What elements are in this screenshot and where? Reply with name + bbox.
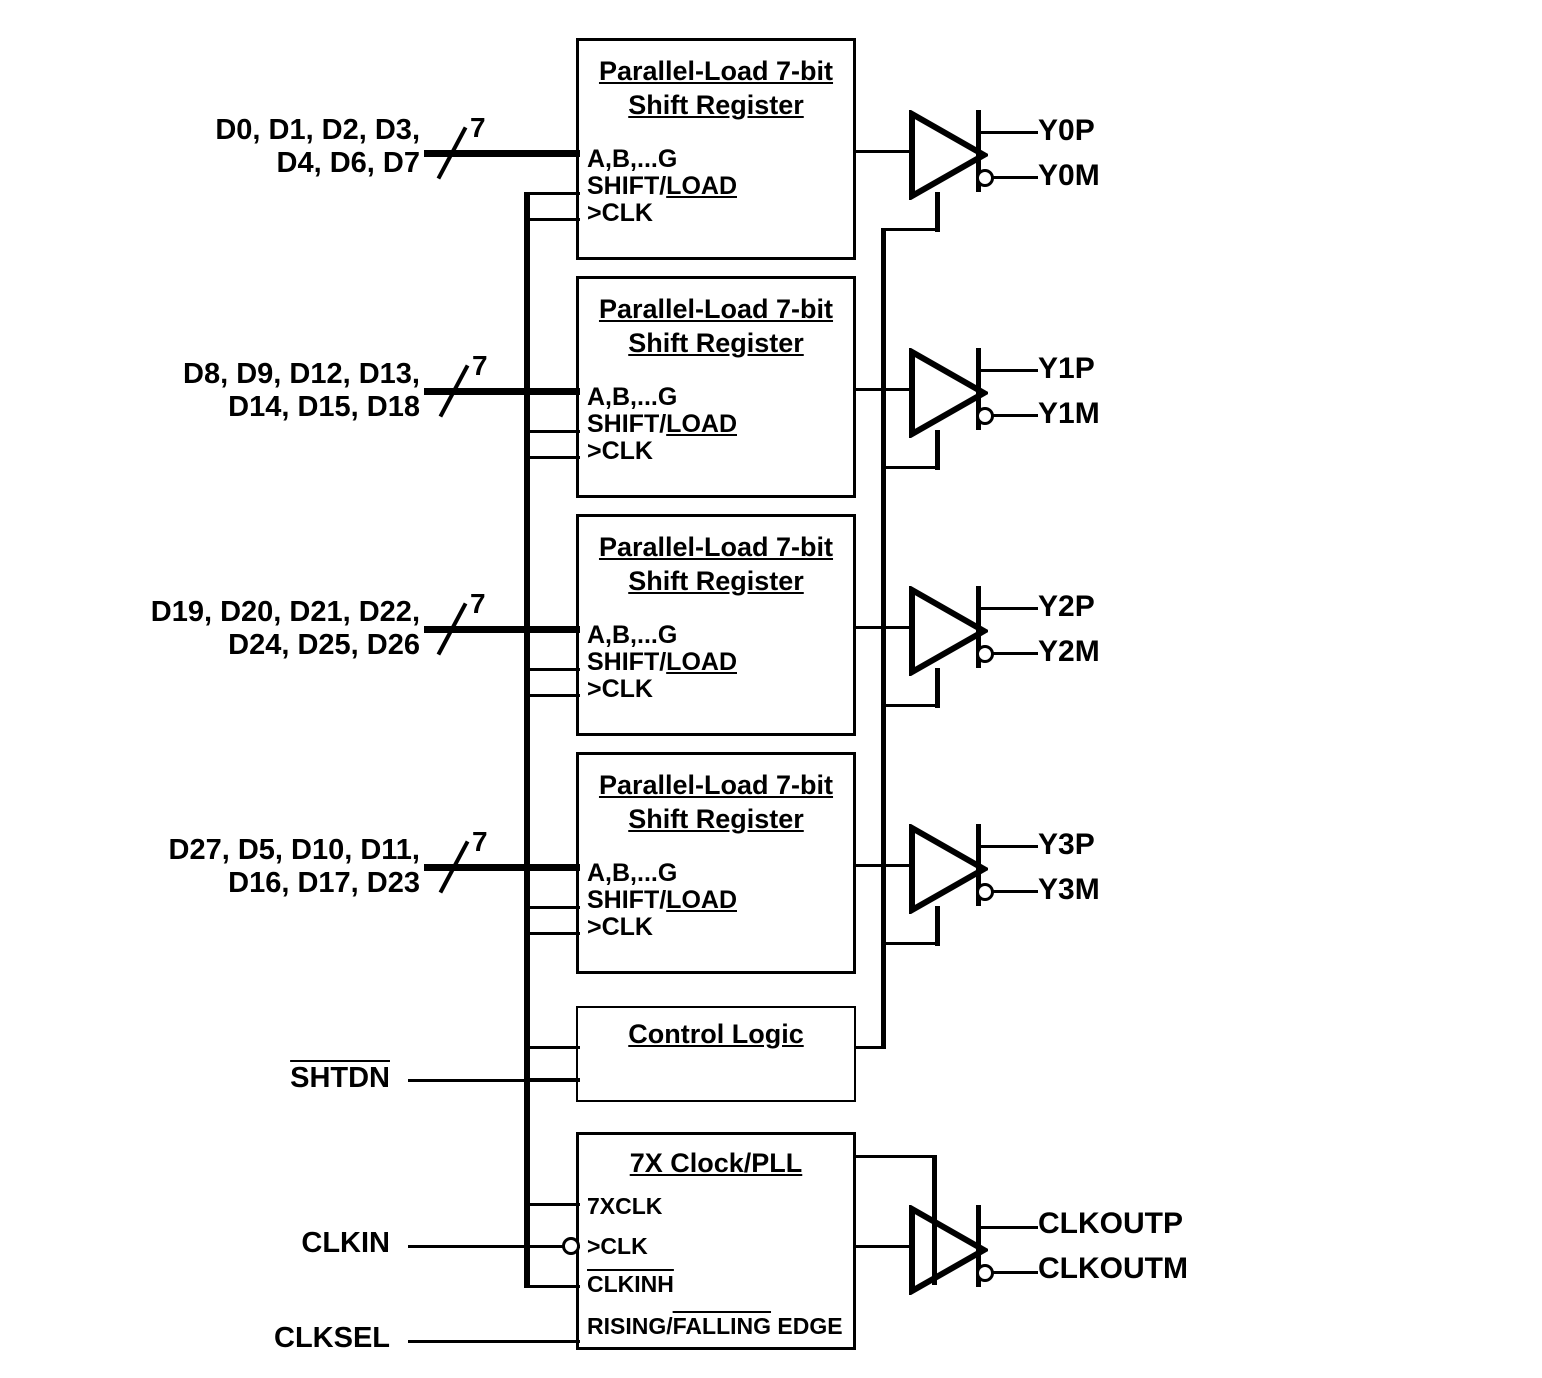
stub-clk-2 bbox=[524, 694, 580, 697]
enable-bus-vertical bbox=[881, 228, 886, 1048]
block-title-line1: Parallel-Load 7-bit bbox=[598, 56, 834, 86]
pin-data-2: A,B,...G bbox=[587, 621, 678, 649]
out-p-wire-0 bbox=[976, 131, 1038, 134]
shift-register-block-2 bbox=[576, 514, 856, 736]
out-m-wire-0 bbox=[993, 176, 1038, 179]
data-bus-label-1: D8, D9, D12, D13, D14, D15, D18 bbox=[183, 358, 420, 423]
out-m-bubble-3 bbox=[976, 883, 994, 901]
out-m-wire-3 bbox=[993, 890, 1038, 893]
shift-register-block-3 bbox=[576, 752, 856, 974]
output-label-y3p: Y3P bbox=[1038, 828, 1095, 861]
block-title-line2: Shift Register bbox=[628, 565, 804, 596]
clksel-label: CLKSEL bbox=[274, 1322, 390, 1354]
block-title-line1: Parallel-Load 7-bit bbox=[598, 294, 834, 324]
data-bus-label-0: D0, D1, D2, D3, D4, D6, D7 bbox=[215, 114, 420, 179]
output-label-clkoutm: CLKOUTM bbox=[1038, 1252, 1188, 1285]
pin-shift-load-3: SHIFT/LOAD bbox=[587, 886, 737, 914]
pin-data-3: A,B,...G bbox=[587, 859, 678, 887]
block-title-3 bbox=[579, 769, 853, 837]
clkin-wire bbox=[408, 1245, 564, 1248]
out-m-bubble-1 bbox=[976, 407, 994, 425]
shift-register-block-1 bbox=[576, 276, 856, 498]
pll-block bbox=[576, 1132, 856, 1350]
stub-shiftload-1 bbox=[524, 430, 580, 433]
shtdn-label: SHTDN bbox=[290, 1062, 390, 1094]
data-bus-label-2: D19, D20, D21, D22, D24, D25, D26 bbox=[150, 596, 420, 661]
pin-data-0: A,B,...G bbox=[587, 145, 678, 173]
stub-control-1 bbox=[524, 1046, 580, 1049]
stub-clk-0 bbox=[524, 218, 580, 221]
pin-shift-load-2: SHIFT/LOAD bbox=[587, 648, 737, 676]
block-title-line1: Parallel-Load 7-bit bbox=[598, 532, 834, 562]
out-m-bubble-clk bbox=[976, 1264, 994, 1282]
out-m-bubble-2 bbox=[976, 645, 994, 663]
pin-clk-1: >CLK bbox=[587, 437, 653, 465]
block-title-2 bbox=[579, 531, 853, 599]
shtdn-wire bbox=[408, 1079, 580, 1082]
block-title-line2: Shift Register bbox=[628, 327, 804, 358]
block-title-line2: Shift Register bbox=[628, 89, 804, 120]
block-title-1 bbox=[579, 293, 853, 361]
output-label-y0m: Y0M bbox=[1038, 159, 1100, 192]
enable-tap-wire-2 bbox=[881, 704, 939, 707]
output-label-y3m: Y3M bbox=[1038, 873, 1100, 906]
enable-bus-control-tap bbox=[856, 1046, 886, 1049]
data-bus-wire-3 bbox=[424, 864, 580, 871]
pin-clk-3: >CLK bbox=[587, 913, 653, 941]
block-title-line1: Parallel-Load 7-bit bbox=[598, 770, 834, 800]
out-m-bubble-0 bbox=[976, 169, 994, 187]
out-p-wire-clk bbox=[976, 1226, 1038, 1229]
stub-shiftload-2 bbox=[524, 668, 580, 671]
output-label-y0p: Y0P bbox=[1038, 114, 1095, 147]
control-bus-vertical bbox=[524, 192, 530, 1287]
control-logic-title: Control Logic bbox=[628, 1019, 804, 1049]
pin-7xclk: 7XCLK bbox=[587, 1193, 663, 1219]
bus-width-3: 7 bbox=[472, 826, 488, 857]
stub-shiftload-0 bbox=[524, 192, 580, 195]
enable-tap-wire-0 bbox=[881, 228, 939, 231]
enable-tap-3 bbox=[935, 906, 940, 946]
shift-register-block-0 bbox=[576, 38, 856, 260]
output-label-y1p: Y1P bbox=[1038, 352, 1095, 385]
enable-tap-clk bbox=[932, 1155, 937, 1285]
output-label-y2m: Y2M bbox=[1038, 635, 1100, 668]
pin-clkinh: CLKINH bbox=[587, 1271, 674, 1297]
out-m-wire-1 bbox=[993, 414, 1038, 417]
clksel-wire bbox=[408, 1340, 580, 1343]
pll-title: 7X Clock/PLL bbox=[629, 1148, 803, 1178]
bus-width-2: 7 bbox=[470, 588, 486, 619]
driver-in-wire-clk bbox=[856, 1245, 912, 1248]
stub-pll-clkinh bbox=[524, 1285, 580, 1288]
output-label-clkoutp: CLKOUTP bbox=[1038, 1207, 1183, 1240]
out-p-wire-3 bbox=[976, 845, 1038, 848]
pin-clk-0: >CLK bbox=[587, 199, 653, 227]
driver-in-wire-0 bbox=[856, 150, 912, 153]
bus-width-1: 7 bbox=[472, 350, 488, 381]
pin-data-1: A,B,...G bbox=[587, 383, 678, 411]
pin-clk-2: >CLK bbox=[587, 675, 653, 703]
data-bus-label-3: D27, D5, D10, D11, D16, D17, D23 bbox=[168, 834, 420, 899]
output-label-y2p: Y2P bbox=[1038, 590, 1095, 623]
enable-tap-0 bbox=[935, 192, 940, 232]
block-title-0 bbox=[579, 55, 853, 123]
enable-tap-wire-1 bbox=[881, 466, 939, 469]
stub-clk-1 bbox=[524, 456, 580, 459]
pin-pll-clk: >CLK bbox=[587, 1233, 648, 1259]
pin-shift-load-1: SHIFT/LOAD bbox=[587, 410, 737, 438]
clkin-inversion-bubble bbox=[562, 1237, 580, 1255]
output-label-y1m: Y1M bbox=[1038, 397, 1100, 430]
bus-width-0: 7 bbox=[470, 112, 486, 143]
block-title-line2: Shift Register bbox=[628, 803, 804, 834]
data-bus-wire-1 bbox=[424, 388, 580, 395]
clkin-label: CLKIN bbox=[301, 1227, 390, 1259]
stub-clk-3 bbox=[524, 932, 580, 935]
out-p-wire-2 bbox=[976, 607, 1038, 610]
enable-tap-2 bbox=[935, 668, 940, 708]
out-m-wire-2 bbox=[993, 652, 1038, 655]
out-m-wire-clk bbox=[993, 1271, 1038, 1274]
enable-tap-1 bbox=[935, 430, 940, 470]
pin-rising-falling-edge: RISING/FALLING EDGE bbox=[587, 1313, 843, 1339]
pin-shift-load-0: SHIFT/LOAD bbox=[587, 172, 737, 200]
stub-pll-7xclk bbox=[524, 1203, 580, 1206]
control-logic-block bbox=[576, 1006, 856, 1102]
enable-tap-wire-3 bbox=[881, 942, 939, 945]
out-p-wire-1 bbox=[976, 369, 1038, 372]
stub-shiftload-3 bbox=[524, 906, 580, 909]
enable-tap-wire-clk bbox=[856, 1155, 936, 1158]
